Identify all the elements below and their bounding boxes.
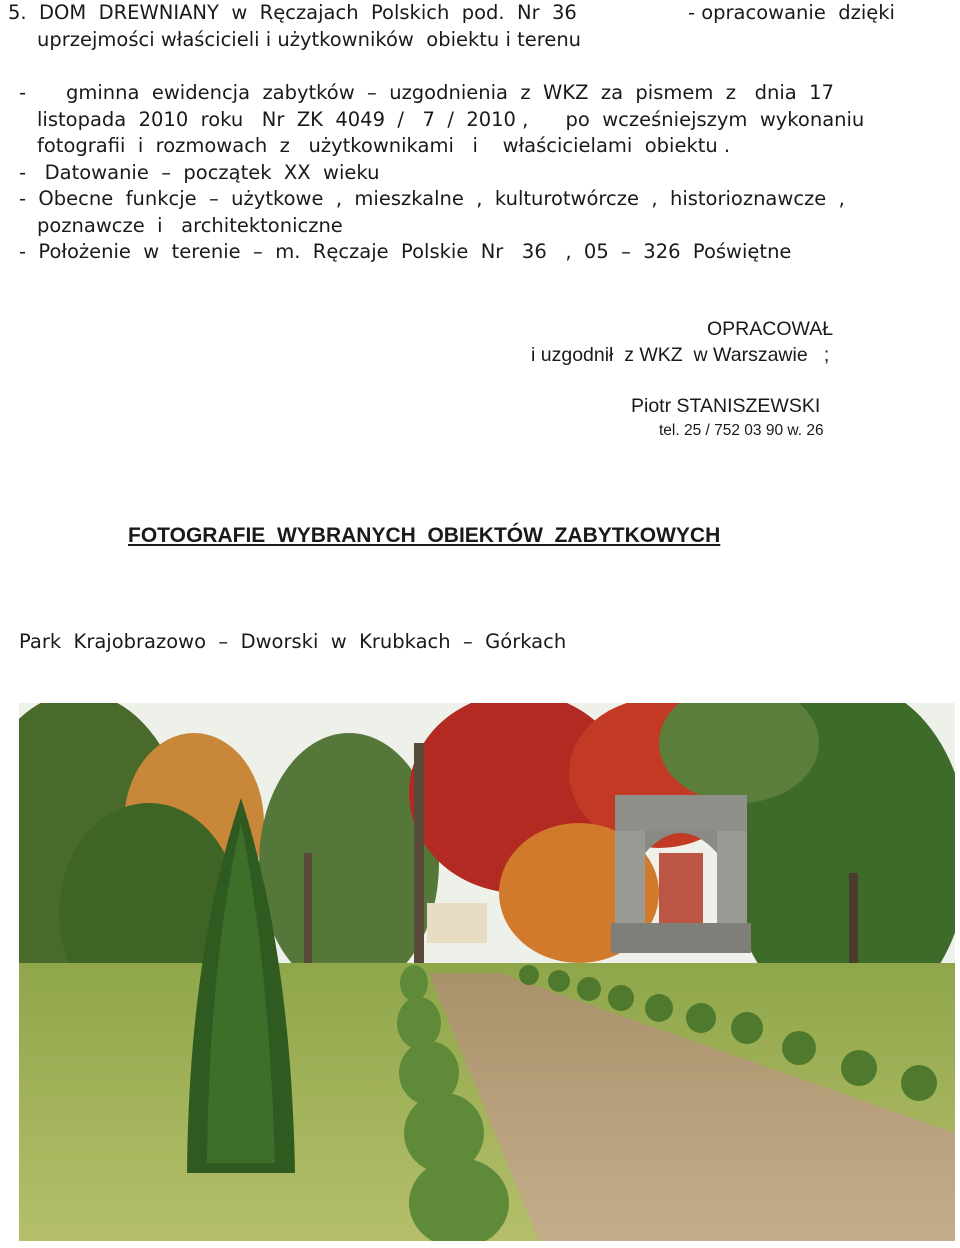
- funkcje-line-2: poznawcze i architektoniczne: [37, 214, 343, 237]
- item-title: 5. DOM DREWNIANY w Ręczajach Polskich pod. Nr 36: [8, 1, 577, 24]
- park-photo: [19, 703, 955, 1241]
- agreed-label: i uzgodnił z WKZ w Warszawie ;: [531, 344, 830, 366]
- datowanie-line: - Datowanie – początek XX wieku: [19, 161, 380, 184]
- ewidencja-line-2: listopada 2010 roku Nr ZK 4049 / 7 / 2010 , po wcześniejszym wykonaniu: [37, 108, 865, 131]
- ewidencja-line-3: fotografii i rozmowach z użytkownikami i właścicielami obiektu .: [37, 134, 731, 157]
- funkcje-line-1: - Obecne funkcje – użytkowe , mieszkalne , kulturotwórcze , historioznawcze ,: [19, 187, 845, 210]
- trunk-2: [304, 853, 312, 973]
- item-title-suffix: - opracowanie dzięki: [688, 1, 895, 24]
- trunk-1: [414, 743, 424, 963]
- section-heading: FOTOGRAFIE WYBRANYCH OBIEKTÓW ZABYTKOWYCH: [128, 524, 721, 547]
- ewidencja-line-1: gminna ewidencja zabytków – uzgodnienia z WKZ za pismem z dnia 17: [66, 81, 834, 104]
- prepared-label: OPRACOWAŁ: [707, 318, 834, 340]
- park-photo-illustration: [19, 703, 955, 1241]
- item-subtitle: uprzejmości właścicieli i użytkowników obiektu i terenu: [37, 28, 582, 51]
- distant-house: [427, 903, 487, 943]
- stone-arch: [611, 795, 751, 953]
- photo-caption: Park Krajobrazowo – Dworski w Krubkach – Górkach: [19, 630, 567, 653]
- polozenie-line: - Położenie w terenie – m. Ręczaje Polskie Nr 36 , 05 – 326 Poświętne: [19, 240, 792, 263]
- author-name: Piotr STANISZEWSKI: [631, 395, 821, 417]
- author-phone: tel. 25 / 752 03 90 w. 26: [659, 422, 824, 439]
- ewidencja-dash: -: [19, 81, 27, 104]
